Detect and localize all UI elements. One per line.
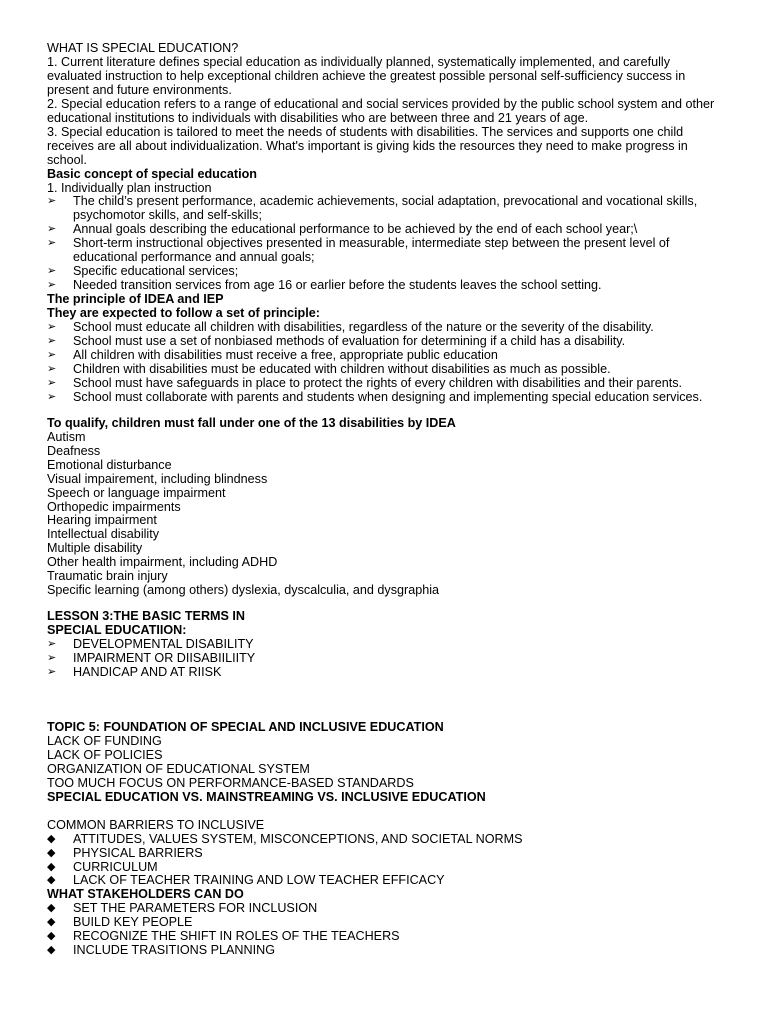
list-item: ➢ School must use a set of nonbiased methods of evaluation for determining if a child has a disability.: [47, 334, 626, 349]
list-item: ➢ The child’s present performance, academic achievements, social adaptation, prevocational and vocational skills, psychomotor skills, and self-skills;: [47, 194, 698, 223]
list-item: Intellectual disability: [47, 527, 160, 542]
list-item: ◆ BUILD KEY PEOPLE: [47, 915, 193, 930]
idea-heading: The principle of IDEA and IEP: [47, 292, 224, 307]
list-item: ➢ Specific educational services;: [47, 264, 239, 279]
comparison-heading: SPECIAL EDUCATION VS. MAINSTREAMING VS. INCLUSIVE EDUCATION: [47, 789, 486, 804]
spacer: [47, 805, 723, 819]
list-item: ➢ School must have safeguards in place to protect the rights of every children with disabilities and their parents.: [47, 375, 683, 390]
diamond-bullet-icon: ◆: [47, 916, 56, 929]
list-item: ➢ IMPAIRMENT OR DIISABIILIITY: [47, 651, 256, 666]
idea-subheading: They are expected to follow a set of principle:: [47, 306, 320, 321]
arrow-bullet-icon: ➢: [47, 321, 57, 334]
paragraph-2: 2. Special education refers to a range of educational and social services provided by the public school system and other educational institutions to individuals with disabilities who are between three and 21 years of age.: [47, 96, 715, 125]
diamond-bullet-icon: ◆: [47, 860, 56, 873]
list-item: ➢ Children with disabilities must be educated with children without disabilities as much as possible.: [47, 361, 611, 376]
list-item: ➢ Short-term instructional objectives presented in measurable, intermediate step between the present level of educational performance and annual goals;: [47, 236, 670, 265]
arrow-bullet-icon: ➢: [47, 223, 57, 236]
list-item: Emotional disturbance: [47, 457, 172, 472]
arrow-bullet-icon: ➢: [47, 376, 57, 389]
list-item: ◆ CURRICULUM: [47, 859, 158, 874]
list-item: Visual impairement, including blindness: [47, 471, 268, 486]
topic-line: LACK OF FUNDING: [47, 733, 162, 748]
barriers-heading: COMMON BARRIERS TO INCLUSIVE: [47, 817, 265, 832]
diamond-bullet-icon: ◆: [47, 874, 56, 887]
topic-heading: TOPIC 5: FOUNDATION OF SPECIAL AND INCLUSIVE EDUCATION: [47, 719, 444, 734]
spacer: [47, 680, 723, 721]
spacer: [47, 405, 723, 417]
list-item: ◆ LACK OF TEACHER TRAINING AND LOW TEACHER EFFICACY: [47, 873, 445, 888]
paragraph-1: 1. Current literature defines special education as individually planned, systematically implemented, and carefully evaluated instruction to help exceptional children achieve the greatest possible personal self-sufficiency success in present and future environments.: [47, 54, 686, 97]
arrow-bullet-icon: ➢: [47, 279, 57, 292]
topic-line: TOO MUCH FOCUS ON PERFORMANCE-BASED STANDARDS: [47, 775, 414, 790]
stakeholders-list: [47, 902, 723, 958]
paragraph-3: 3. Special education is tailored to meet the needs of students with disabilities. The services and supports one child receives are all about individualization. What's important is giving kids the resources they need to make progress in school.: [47, 124, 688, 167]
list-item: ➢ School must collaborate with parents and students when designing and implementing special education services.: [47, 389, 703, 404]
arrow-bullet-icon: ➢: [47, 638, 57, 651]
arrow-bullet-icon: ➢: [47, 652, 57, 665]
list-item: Autism: [47, 429, 86, 444]
arrow-bullet-icon: ➢: [47, 335, 57, 348]
lesson-heading-line-2: SPECIAL EDUCATIION:: [47, 623, 187, 638]
list-item: ◆ INCLUDE TRASITIONS PLANNING: [47, 943, 276, 958]
lesson-bullet-list: [47, 638, 723, 680]
topic-line: ORGANIZATION OF EDUCATIONAL SYSTEM: [47, 761, 310, 776]
diamond-bullet-icon: ◆: [47, 846, 56, 859]
list-item: Traumatic brain injury: [47, 569, 168, 584]
document-page: [47, 42, 723, 958]
list-item: ➢ HANDICAP AND AT RIISK: [47, 664, 222, 679]
arrow-bullet-icon: ➢: [47, 665, 57, 678]
arrow-bullet-icon: ➢: [47, 237, 57, 250]
diamond-bullet-icon: ◆: [47, 930, 56, 943]
list-item: ➢ School must educate all children with disabilities, regardless of the nature or the severity of the disability.: [47, 320, 654, 335]
qualify-heading: To qualify, children must fall under one of the 13 disabilities by IDEA: [47, 415, 456, 430]
list-item: Orthopedic impairments: [47, 499, 181, 514]
idea-bullet-list: [47, 321, 723, 405]
arrow-bullet-icon: ➢: [47, 390, 57, 403]
list-item: Deafness: [47, 443, 101, 458]
list-item: ◆ ATTITUDES, VALUES SYSTEM, MISCONCEPTIONS, AND SOCIETAL NORMS: [47, 831, 523, 846]
arrow-bullet-icon: ➢: [47, 362, 57, 375]
list-item: Hearing impairment: [47, 513, 157, 528]
diamond-bullet-icon: ◆: [47, 902, 56, 915]
basic-item-1: 1. Individually plan instruction: [47, 180, 212, 195]
list-item: Speech or language impairment: [47, 485, 226, 500]
list-item: ➢ Needed transition services from age 16 or earlier before the students leaves the school setting.: [47, 278, 602, 293]
arrow-bullet-icon: ➢: [47, 195, 57, 208]
list-item: Multiple disability: [47, 541, 143, 556]
list-item: ➢ DEVELOPMENTAL DISABILITY: [47, 637, 254, 652]
diamond-bullet-icon: ◆: [47, 832, 56, 845]
stakeholders-heading: WHAT STAKEHOLDERS CAN DO: [47, 887, 244, 902]
diamond-bullet-icon: ◆: [47, 944, 56, 957]
list-item: ◆ RECOGNIZE THE SHIFT IN ROLES OF THE TEACHERS: [47, 929, 400, 944]
list-item: ◆ PHYSICAL BARRIERS: [47, 845, 203, 860]
list-item: Specific learning (among others) dyslexia, dyscalculia, and dysgraphia: [47, 583, 440, 598]
disability-list: [47, 431, 723, 598]
list-item: ➢ All children with disabilities must receive a free, appropriate public education: [47, 347, 498, 362]
doc-heading: WHAT IS SPECIAL EDUCATION?: [47, 41, 239, 55]
list-item: ➢ Annual goals describing the educational performance to be achieved by the end of each school year;\: [47, 222, 638, 237]
list-item: Other health impairment, including ADHD: [47, 555, 278, 570]
list-item: ◆ SET THE PARAMETERS FOR INCLUSION: [47, 901, 318, 916]
barriers-list: [47, 833, 723, 889]
basic-concept-heading: Basic concept of special education: [47, 166, 257, 181]
arrow-bullet-icon: ➢: [47, 348, 57, 361]
topic-line: LACK OF POLICIES: [47, 747, 163, 762]
arrow-bullet-icon: ➢: [47, 265, 57, 278]
lesson-heading-line-1: LESSON 3:THE BASIC TERMS IN: [47, 609, 246, 624]
basic-bullet-list: [47, 195, 723, 293]
